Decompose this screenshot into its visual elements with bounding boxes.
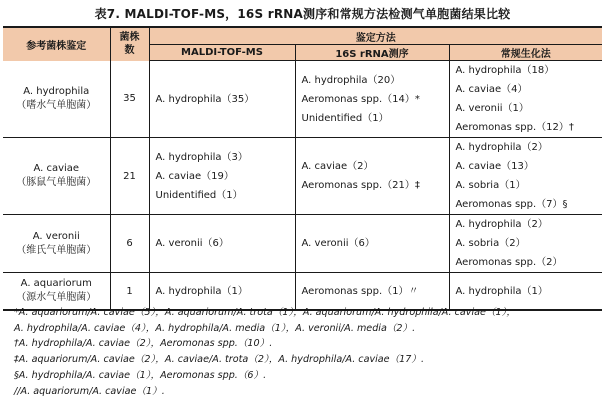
list-item: A. hydrophila（18） [455,65,555,76]
header-count-text: 菌株数 [119,32,140,57]
ref-strain-cell [3,215,110,273]
list-item: A. hydrophila（2） [455,219,548,230]
table-row [3,215,602,273]
list-item: Unidentified（1） [301,112,389,124]
header-row-1 [3,27,602,45]
ref-chinese: （嗜水气单胞菌） [16,99,97,111]
list-item: A. hydrophila（1） [155,285,248,297]
list-item: A. hydrophila（1） [455,285,548,297]
header-16s-rrna: 16S rRNA测序 [295,45,449,61]
rrna-cell [295,138,449,215]
footnote: †A. hydrophila/A. caviae（2），Aeromonas spp.（10）. [14,338,273,350]
list-item: Aeromonas spp.（21）‡ [301,180,420,191]
list-item: A. caviae（13） [455,161,534,172]
routine-cell [449,61,602,138]
footnote: //A. aquariorum/A. caviae（1）. [14,385,165,397]
table-title: 表7. MALDI-TOF-MS，16S rRNA测序和常规方法检测气单胞菌结果比较 [94,7,511,21]
count-cell: 21 [110,138,149,215]
header-method-group: 鉴定方法 [149,27,602,45]
table-row [3,138,602,215]
footnotes [14,305,599,399]
list-item: A. hydrophila（35） [155,93,255,105]
header-routine: 常规生化法 [449,45,602,61]
count-cell: 35 [110,61,149,138]
maldi-cell [149,215,295,273]
ref-latin: A. caviae [33,163,80,174]
footnote: A. hydrophila/A. caviae（4），A. hydrophila/A. media（1），A. veronii/A. media（2）. [14,322,416,334]
footnote: ‡A. aquariorum/A. caviae（2），A. caviae/A. trota（2），A. hydrophila/A. caviae（17）. [14,354,425,366]
header-ref-strain: 参考菌株鉴定 [3,27,110,61]
list-item: A. hydrophila（2） [455,142,548,153]
list-item: A. caviae（2） [301,161,374,172]
list-item: A. caviae（19） [155,170,234,182]
rrna-cell [295,215,449,273]
list-item: A. sobria（1） [455,180,526,191]
header-count [110,27,149,61]
list-item: Aeromonas spp.（14）* [301,93,420,105]
ref-latin: A. hydrophila [23,85,90,97]
footnote: §A. hydrophila/A. caviae（1），Aeromonas spp.（6）. [14,369,267,381]
routine-cell [449,138,602,215]
count-cell: 6 [110,215,149,273]
list-item: Aeromonas spp.（7）§ [455,199,568,210]
rrna-cell [295,61,449,138]
ref-strain-cell [3,138,110,215]
ref-chinese: （源水气单胞菌） [16,292,97,303]
maldi-cell [149,61,295,138]
list-item: Unidentified（1） [155,189,243,201]
routine-cell [449,215,602,273]
count-cell: 1 [110,273,149,311]
ref-latin: A. aquariorum [20,278,92,289]
table-row [3,61,602,138]
list-item: A. veronii（1） [455,103,529,114]
list-item: A. veronii（6） [301,238,375,249]
list-item: A. hydrophila（20） [301,74,401,86]
ref-chinese: （维氏气单胞菌） [16,244,97,256]
list-item: Aeromonas spp.（12）† [455,122,574,133]
header-maldi: MALDI-TOF-MS [149,45,295,61]
results-table [3,26,602,311]
footnote: *A. aquariorum/A. caviae（5），A. aquariorum/A. trota（1），A. aquariorum/A. hydrophila/A. caviae（1）， [14,307,517,318]
maldi-cell [149,138,295,215]
list-item: Aeromonas spp.（2） [455,257,563,268]
ref-chinese: （豚鼠气单胞菌） [16,177,97,188]
list-item: A. caviae（4） [455,84,528,95]
ref-strain-cell [3,61,110,138]
list-item: A. sobria（2） [455,238,526,249]
list-item: A. veronii（6） [155,238,229,249]
list-item: Aeromonas spp.（1）〃 [301,285,419,297]
ref-latin: A. veronii [32,230,80,242]
list-item: A. hydrophila（3） [155,151,248,163]
